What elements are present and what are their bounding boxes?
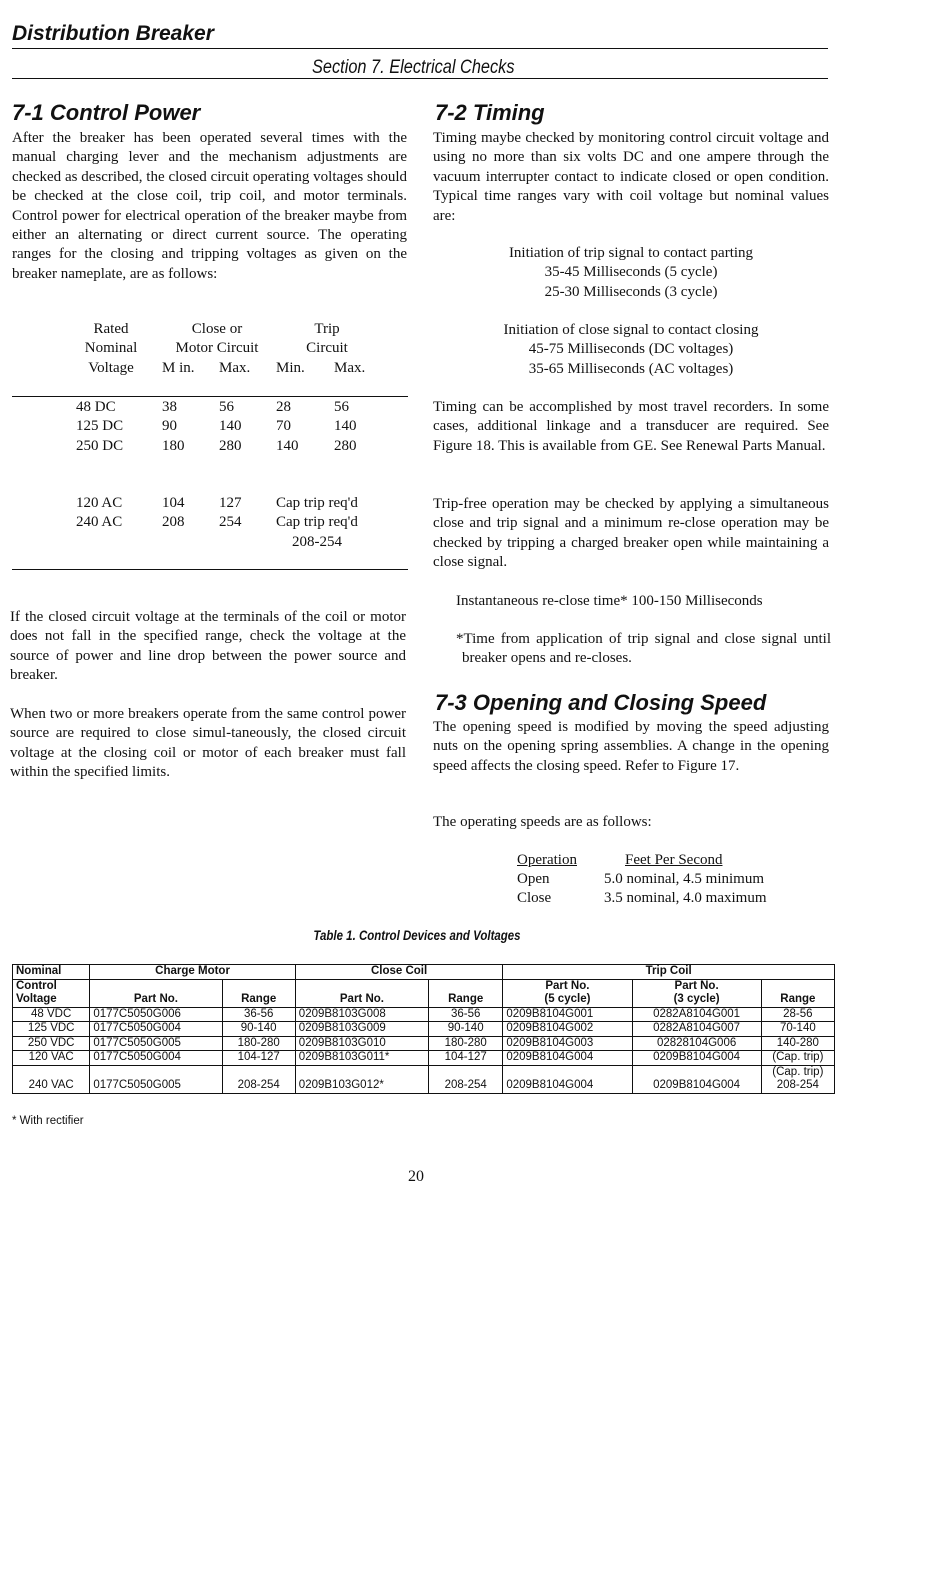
trip-timing-line: 25-30 Milliseconds (3 cycle) bbox=[544, 283, 718, 300]
vt-cell: 140 bbox=[334, 418, 357, 435]
table-row bbox=[13, 1022, 835, 1037]
vt-cell: 240 AC bbox=[76, 514, 123, 531]
paragraph-opening-speed: The opening speed is modified by moving the speed adjusting nuts on the opening spring assemblies. A change in the opening speed affects the closing speed. Refer to Figure 17. bbox=[433, 719, 829, 774]
t1-cell: 36-56 bbox=[222, 1007, 295, 1022]
t1-cell: 120 VAC bbox=[13, 1051, 90, 1066]
t1-header: Range bbox=[429, 979, 503, 1007]
speed-cell: 3.5 nominal, 4.0 maximum bbox=[604, 890, 767, 906]
t1-cell: 70-140 bbox=[761, 1022, 834, 1037]
vt-cell: 180 bbox=[162, 437, 185, 454]
t1-header: Trip Coil bbox=[503, 965, 835, 980]
t1-cell: 0209B8104G004 bbox=[632, 1051, 761, 1066]
close-timing-line: Initiation of close signal to contact closing bbox=[503, 322, 759, 338]
page-number: 20 bbox=[408, 1168, 424, 1185]
t1-header-line: Control bbox=[16, 979, 57, 992]
t1-header: Nominal bbox=[13, 965, 90, 980]
t1-cell: 0209B8103G008 bbox=[295, 1007, 428, 1022]
vt-header: Voltage bbox=[88, 359, 134, 376]
t1-cell: 0177C5050G005 bbox=[90, 1036, 222, 1051]
paragraph-travel-recorders: Timing can be accomplished by most travel recorders. In some cases, additional linkage and a transducer are required. See Figure 18. This is available from GE. See Renewal Parts Manual. bbox=[433, 399, 829, 454]
trip-timing-line: 35-45 Milliseconds (5 cycle) bbox=[544, 264, 718, 281]
paragraph-operating-speeds: The operating speeds are as follows: bbox=[433, 814, 652, 830]
t1-cell: 90-140 bbox=[429, 1022, 503, 1037]
speed-cell: 5.0 nominal, 4.5 minimum bbox=[604, 871, 764, 887]
vt-cell: 38 bbox=[162, 399, 177, 415]
t1-cell: 90-140 bbox=[222, 1022, 295, 1037]
t1-cell: 0209B103G012* bbox=[295, 1065, 428, 1093]
vt-cell: 120 AC bbox=[76, 495, 123, 511]
t1-cell-line: (Cap. trip) bbox=[772, 1065, 824, 1078]
table-rule bbox=[12, 396, 408, 397]
vt-cell: Cap trip req'd bbox=[276, 514, 358, 531]
section-title: Section 7. Electrical Checks bbox=[312, 57, 515, 78]
close-timing-line: 45-75 Milliseconds (DC voltages) bbox=[528, 341, 734, 358]
vt-cell: 140 bbox=[219, 418, 242, 435]
vt-cell: 28 bbox=[276, 399, 291, 415]
vt-cell: 48 DC bbox=[76, 399, 116, 415]
paragraph-voltage-range: If the closed circuit voltage at the terminals of the coil or motor does not fall in the specified range, check the voltage at the source of power and line drop between the power source and breaker. bbox=[10, 609, 406, 684]
vt-cell: Cap trip req'd bbox=[276, 495, 358, 511]
t1-cell: 140-280 bbox=[761, 1036, 834, 1051]
vt-cell: 208-254 bbox=[292, 534, 342, 550]
paragraph-trip-free: Trip-free operation may be checked by applying a simultaneous close and trip signal and a minimum re-close operation may be checked by tripping a charged breaker open while maintaining a close signal. bbox=[433, 496, 829, 571]
t1-cell: 208-254 bbox=[222, 1065, 295, 1093]
table-row bbox=[13, 1007, 835, 1022]
vt-cell: 56 bbox=[334, 399, 349, 415]
t1-cell: 0209B8104G003 bbox=[503, 1036, 632, 1051]
t1-cell: 180-280 bbox=[222, 1036, 295, 1051]
t1-cell: 02828104G006 bbox=[632, 1036, 761, 1051]
table-row bbox=[13, 1065, 835, 1093]
header-rule-lower bbox=[12, 78, 828, 79]
vt-cell: 127 bbox=[219, 495, 242, 511]
t1-cell: 0209B8104G004 bbox=[503, 1065, 632, 1093]
t1-header bbox=[503, 979, 632, 1007]
table-row bbox=[13, 1036, 835, 1051]
vt-header: Trip bbox=[314, 321, 340, 337]
t1-cell: 0209B8104G004 bbox=[632, 1065, 761, 1093]
t1-header: Range bbox=[222, 979, 295, 1007]
vt-cell: 254 bbox=[219, 514, 242, 531]
table-footnote: * With rectifier bbox=[12, 1115, 84, 1127]
table-rule-bottom bbox=[12, 569, 408, 570]
speed-table bbox=[517, 851, 817, 911]
vt-header: Circuit bbox=[306, 340, 348, 357]
speed-header: Feet Per Second bbox=[625, 852, 723, 868]
t1-cell bbox=[761, 1065, 834, 1093]
vt-cell: 56 bbox=[219, 399, 234, 415]
vt-cell: 250 DC bbox=[76, 437, 124, 454]
close-timing-line: 35-65 Milliseconds (AC voltages) bbox=[528, 360, 734, 377]
heading-7-1: 7-1 Control Power bbox=[12, 100, 201, 125]
t1-header-line: Part No. bbox=[674, 979, 719, 992]
t1-cell: 180-280 bbox=[429, 1036, 503, 1051]
vt-header: Motor Circuit bbox=[175, 340, 259, 357]
vt-cell: 140 bbox=[276, 437, 299, 454]
vt-cell: 280 bbox=[219, 437, 242, 454]
reclose-time: Instantaneous re-close time* 100-150 Milliseconds bbox=[456, 593, 763, 609]
t1-cell: 0177C5050G004 bbox=[90, 1022, 222, 1037]
t1-cell: 0209B8103G010 bbox=[295, 1036, 428, 1051]
close-timing-block bbox=[433, 321, 829, 379]
t1-cell: 0209B8103G011* bbox=[295, 1051, 428, 1066]
t1-header: Part No. bbox=[90, 979, 222, 1007]
vt-cell: 70 bbox=[276, 418, 291, 435]
t1-cell: 36-56 bbox=[429, 1007, 503, 1022]
vt-header: Close or bbox=[191, 321, 243, 337]
t1-header-line: Voltage bbox=[16, 993, 57, 1005]
paragraph-control-power: After the breaker has been operated several times with the manual charging lever and the mechanism adjustments are checked as described, the closed circuit operating voltages should be checked at the close coil, trip coil, and motor terminals. Control power for electrical operation of the breaker maybe from either an alternating or direct current source. The operating ranges for the closing and tripping voltages as given on the breaker nameplate, are as follows: bbox=[12, 130, 407, 282]
t1-cell: 104-127 bbox=[222, 1051, 295, 1066]
t1-cell: 240 VAC bbox=[13, 1065, 90, 1093]
t1-cell-line: 208-254 bbox=[776, 1079, 819, 1091]
t1-cell: (Cap. trip) bbox=[761, 1051, 834, 1066]
speed-header: Operation bbox=[517, 852, 577, 868]
table-caption: Table 1. Control Devices and Voltages bbox=[313, 927, 521, 943]
vt-cell: 208 bbox=[162, 514, 185, 531]
trip-timing-block bbox=[433, 244, 829, 302]
t1-cell: 250 VDC bbox=[13, 1036, 90, 1051]
vt-header: Max. bbox=[219, 359, 251, 376]
heading-7-2: 7-2 Timing bbox=[435, 100, 545, 125]
vt-header: Rated bbox=[93, 321, 129, 337]
t1-cell: 0177C5050G005 bbox=[90, 1065, 222, 1093]
t1-cell: 125 VDC bbox=[13, 1022, 90, 1037]
t1-cell: 0177C5050G004 bbox=[90, 1051, 222, 1066]
vt-header: Min. bbox=[276, 359, 305, 376]
vt-cell: 90 bbox=[162, 418, 177, 435]
paragraph-timing: Timing maybe checked by monitoring control circuit voltage and using no more than six volts DC and one ampere through the vacuum interrupter contact to indicate closed or open condition. Typical time ranges vary with coil voltage but nominal values are: bbox=[433, 130, 829, 224]
t1-header: Part No. bbox=[295, 979, 428, 1007]
vt-header: Max. bbox=[334, 359, 366, 376]
paragraph-simultaneous-close: When two or more breakers operate from the same control power source are required to close simul-taneously, the closed circuit voltage at the closing coil or motor of each breaker must fall within the specified limits. bbox=[10, 706, 406, 781]
t1-header-line: (3 cycle) bbox=[673, 993, 720, 1005]
speed-cell: Open bbox=[517, 871, 550, 887]
vt-cell: 125 DC bbox=[76, 418, 124, 435]
vt-cell: 104 bbox=[162, 495, 185, 511]
t1-cell: 0209B8104G001 bbox=[503, 1007, 632, 1022]
table-row bbox=[13, 1051, 835, 1066]
t1-cell: 48 VDC bbox=[13, 1007, 90, 1022]
speed-cell: Close bbox=[517, 890, 552, 906]
reclose-footnote: *Time from application of trip signal and close signal until breaker opens and re-closes. bbox=[456, 631, 831, 667]
trip-timing-line: Initiation of trip signal to contact parting bbox=[508, 245, 754, 261]
t1-header bbox=[632, 979, 761, 1007]
vt-header: M in. bbox=[162, 359, 195, 376]
voltage-table-ac bbox=[76, 494, 406, 533]
t1-header: Charge Motor bbox=[90, 965, 295, 980]
t1-header bbox=[13, 979, 90, 1007]
heading-7-3: 7-3 Opening and Closing Speed bbox=[435, 690, 767, 715]
voltage-table bbox=[60, 320, 392, 378]
t1-cell: 0282A8104G007 bbox=[632, 1022, 761, 1037]
t1-cell: 0177C5050G006 bbox=[90, 1007, 222, 1022]
document-title: Distribution Breaker bbox=[12, 22, 214, 45]
voltage-table-dc bbox=[76, 398, 392, 456]
t1-cell: 208-254 bbox=[429, 1065, 503, 1093]
t1-cell: 0209B8104G002 bbox=[503, 1022, 632, 1037]
t1-cell: 0209B8103G009 bbox=[295, 1022, 428, 1037]
header-rule bbox=[12, 48, 828, 49]
t1-header-line: Part No. bbox=[545, 979, 590, 992]
control-devices-table bbox=[12, 964, 835, 1094]
vt-header: Nominal bbox=[84, 340, 138, 357]
t1-header-line: (5 cycle) bbox=[544, 993, 591, 1005]
t1-header: Close Coil bbox=[295, 965, 503, 980]
t1-cell: 0209B8104G004 bbox=[503, 1051, 632, 1066]
t1-header: Range bbox=[761, 979, 834, 1007]
t1-cell: 28-56 bbox=[761, 1007, 834, 1022]
vt-cell: 280 bbox=[334, 437, 357, 454]
t1-cell: 104-127 bbox=[429, 1051, 503, 1066]
t1-cell: 0282A8104G001 bbox=[632, 1007, 761, 1022]
